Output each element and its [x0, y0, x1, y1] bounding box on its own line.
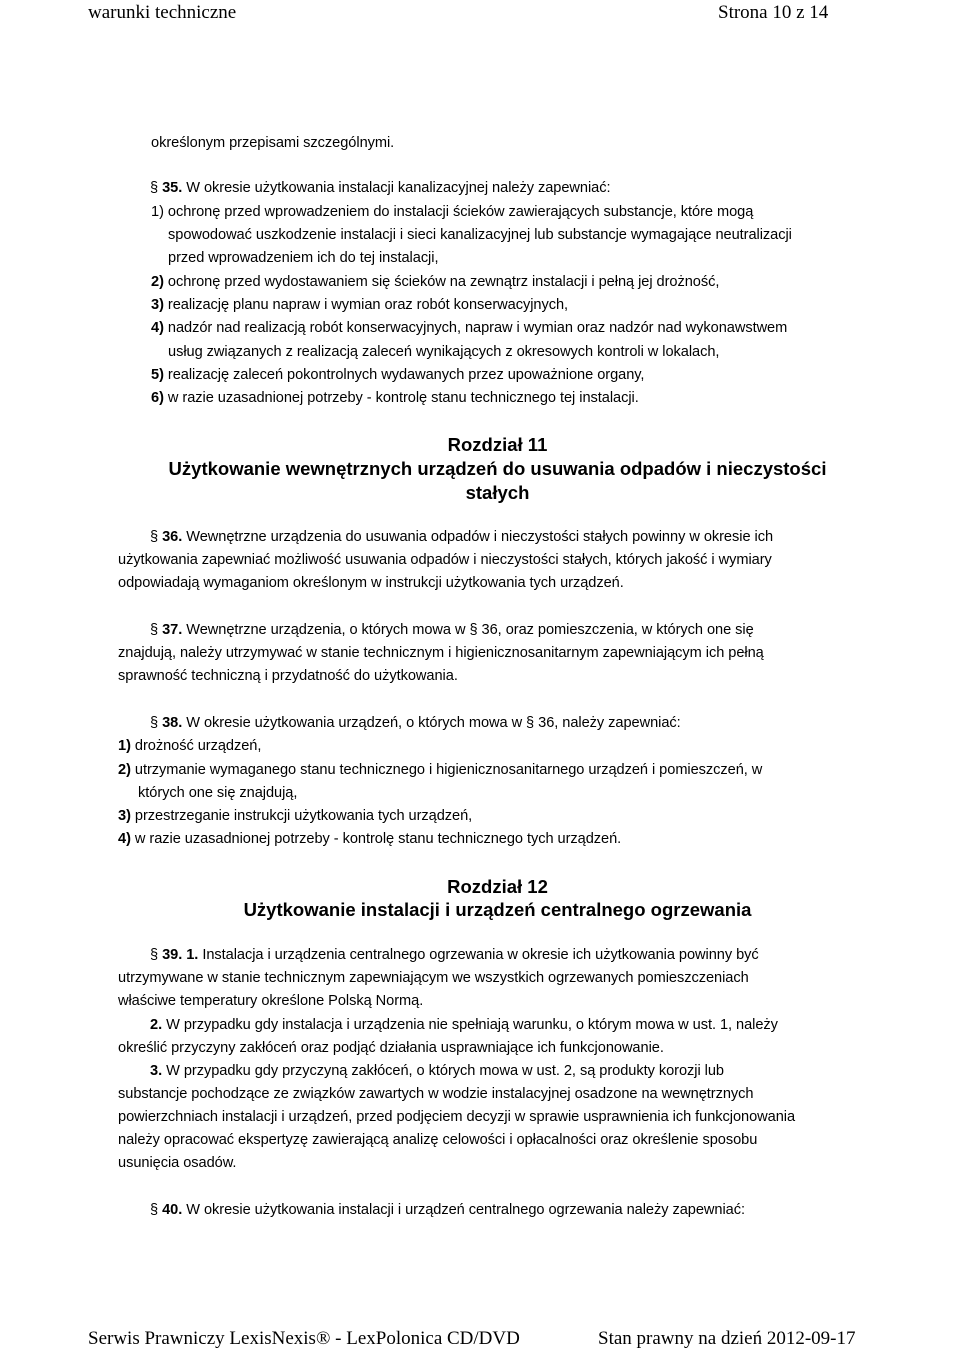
subsection-2	[150, 1017, 778, 1033]
item-number: 5)	[151, 367, 164, 383]
text-line: przed wprowadzeniem ich do tej instalacji,	[168, 250, 439, 266]
text-line: substancje pochodzące ze związków zawartych w wodzie instalacyjnej osadzone na wewnętrznych	[118, 1086, 754, 1102]
text-line: sprawność techniczną i przydatność do użytkowania.	[118, 668, 458, 684]
page-number: Strona 10 z 14	[718, 2, 829, 23]
paragraph-37	[150, 622, 754, 638]
section-sign: §	[150, 180, 163, 196]
paragraph-40	[150, 1202, 745, 1218]
page-header-title: warunki techniczne	[88, 2, 237, 23]
chapter-11-title: Rozdział 11	[447, 434, 548, 455]
section-sign: §	[150, 529, 163, 545]
item-number: 4)	[118, 831, 131, 847]
item-text: drożność urządzeń,	[134, 738, 262, 754]
text-line: usług związanych z realizacją zaleceń wynikających z okresowych kontroli w lokalach,	[168, 344, 720, 360]
text-line: utrzymywane w stanie technicznym zapewniającym we wszystkich ogrzewanych pomieszczeniach	[118, 970, 749, 986]
text-line: odpowiadają wymaganiom określonym w instrukcji użytkowania tych urządzeń.	[118, 575, 624, 591]
item-text: ochronę przed wydostawaniem się ścieków na zewnątrz instalacji i pełną jej drożność,	[167, 274, 720, 290]
item-number: 3)	[151, 297, 164, 313]
section-sign: §	[150, 1202, 163, 1218]
subsection-number: 2.	[150, 1017, 163, 1033]
list-item	[151, 297, 568, 313]
item-number: 3)	[118, 808, 131, 824]
paragraph-number: 37.	[162, 622, 183, 638]
item-number: 2)	[151, 274, 164, 290]
item-text: realizację zaleceń pokontrolnych wydawanych przez upoważnione organy,	[167, 367, 645, 383]
text-line: określonym przepisami szczególnymi.	[151, 135, 395, 151]
item-number: 2)	[118, 762, 131, 778]
text-line: W przypadku gdy przyczyną zakłóceń, o których mowa w ust. 2, są produkty korozji lub	[166, 1063, 724, 1079]
text-line: których one się znajdują,	[138, 785, 298, 801]
text-line: usunięcia osadów.	[118, 1155, 237, 1171]
text-line: spowodować uszkodzenie instalacji i sieci kanalizacyjnej lub substancje wymagające neutralizacji	[168, 227, 792, 243]
text-line: Wewnętrzne urządzenia, o których mowa w § 36, oraz pomieszczenia, w których one się	[186, 622, 754, 638]
item-text: nadzór nad realizacją robót konserwacyjnych, napraw i wymian oraz nadzór nad wykonawstwem	[167, 320, 788, 336]
text-line: określić przyczyny zakłóceń oraz podjąć działania usprawniające ich funkcjonowanie.	[118, 1040, 664, 1056]
text-line: W przypadku gdy instalacja i urządzenia nie spełniają warunku, o którym mowa w ust. 1, należy	[166, 1017, 778, 1033]
list-item	[151, 367, 644, 383]
item-text: przestrzeganie instrukcji użytkowania tych urządzeń,	[134, 808, 473, 824]
footer-source: Serwis Prawniczy LexisNexis® - LexPolonica CD/DVD	[88, 1328, 520, 1349]
list-item	[151, 320, 787, 336]
item-number: 4)	[151, 320, 164, 336]
paragraph-number: 38.	[162, 715, 183, 731]
chapter-12-title: Rozdział 12	[447, 876, 548, 897]
text-line: Wewnętrzne urządzenia do usuwania odpadów i nieczystości stałych powinny w okresie ich	[186, 529, 774, 545]
text-line: należy opracować ekspertyzę zawierającą analizę celowości i opłacalności oraz określenie sposobu	[118, 1132, 758, 1148]
section-sign: §	[150, 947, 163, 963]
list-item	[118, 808, 472, 824]
paragraph-number: 36.	[162, 529, 183, 545]
paragraph-number: 39. 1.	[162, 947, 199, 963]
text-line: W okresie użytkowania instalacji i urządzeń centralnego ogrzewania należy zapewniać:	[186, 1202, 745, 1218]
chapter-11-subtitle-cont: stałych	[465, 482, 530, 503]
text-line: użytkowania zapewniać możliwość usuwania odpadów i nieczystości stałych, których jakość i wymiary	[118, 552, 772, 568]
paragraph-number: 35.	[162, 180, 183, 196]
text-line: znajdują, należy utrzymywać w stanie technicznym i higienicznosanitarnym zapewniającym ich pełną	[118, 645, 764, 661]
list-item	[151, 390, 639, 406]
list-item	[118, 738, 261, 754]
list-item	[151, 274, 719, 290]
footer-legal-date: Stan prawny na dzień 2012-09-17	[598, 1328, 856, 1349]
text-line: Instalacja i urządzenia centralnego ogrzewania w okresie ich użytkowania powinny być	[202, 947, 759, 963]
item-text: w razie uzasadnionej potrzeby - kontrolę stanu technicznego tych urządzeń.	[134, 831, 622, 847]
item-text: realizację planu napraw i wymian oraz robót konserwacyjnych,	[167, 297, 569, 313]
paragraph-35	[150, 180, 610, 196]
section-sign: §	[150, 715, 163, 731]
item-number: 6)	[151, 390, 164, 406]
item-number: 1)	[118, 738, 131, 754]
text-line: W okresie użytkowania instalacji kanalizacyjnej należy zapewniać:	[186, 180, 611, 196]
text-line: właściwe temperatury określone Polską Normą.	[118, 993, 424, 1009]
list-item	[118, 831, 621, 847]
paragraph-39	[150, 947, 759, 963]
text-line: powierzchniach instalacji i urządzeń, przed podjęciem decyzji w sprawie usprawnienia ich funkcjonowania	[118, 1109, 796, 1125]
list-item	[118, 762, 762, 778]
chapter-11-subtitle: Użytkowanie wewnętrznych urządzeń do usuwania odpadów i nieczystości	[168, 458, 827, 479]
item-text: utrzymanie wymaganego stanu technicznego i higienicznosanitarnego urządzeń i pomieszczeń, w	[134, 762, 763, 778]
item-text: w razie uzasadnionej potrzeby - kontrolę stanu technicznego tej instalacji.	[167, 390, 639, 406]
paragraph-number: 40.	[162, 1202, 183, 1218]
chapter-12-subtitle: Użytkowanie instalacji i urządzeń centralnego ogrzewania	[243, 899, 752, 920]
section-sign: §	[150, 622, 163, 638]
subsection-number: 3.	[150, 1063, 163, 1079]
text-line: W okresie użytkowania urządzeń, o których mowa w § 36, należy zapewniać:	[186, 715, 681, 731]
subsection-3	[150, 1063, 724, 1079]
paragraph-38	[150, 715, 681, 731]
text-line: 1) ochronę przed wprowadzeniem do instalacji ścieków zawierających substancje, które mogą	[151, 204, 754, 220]
paragraph-36	[150, 529, 773, 545]
